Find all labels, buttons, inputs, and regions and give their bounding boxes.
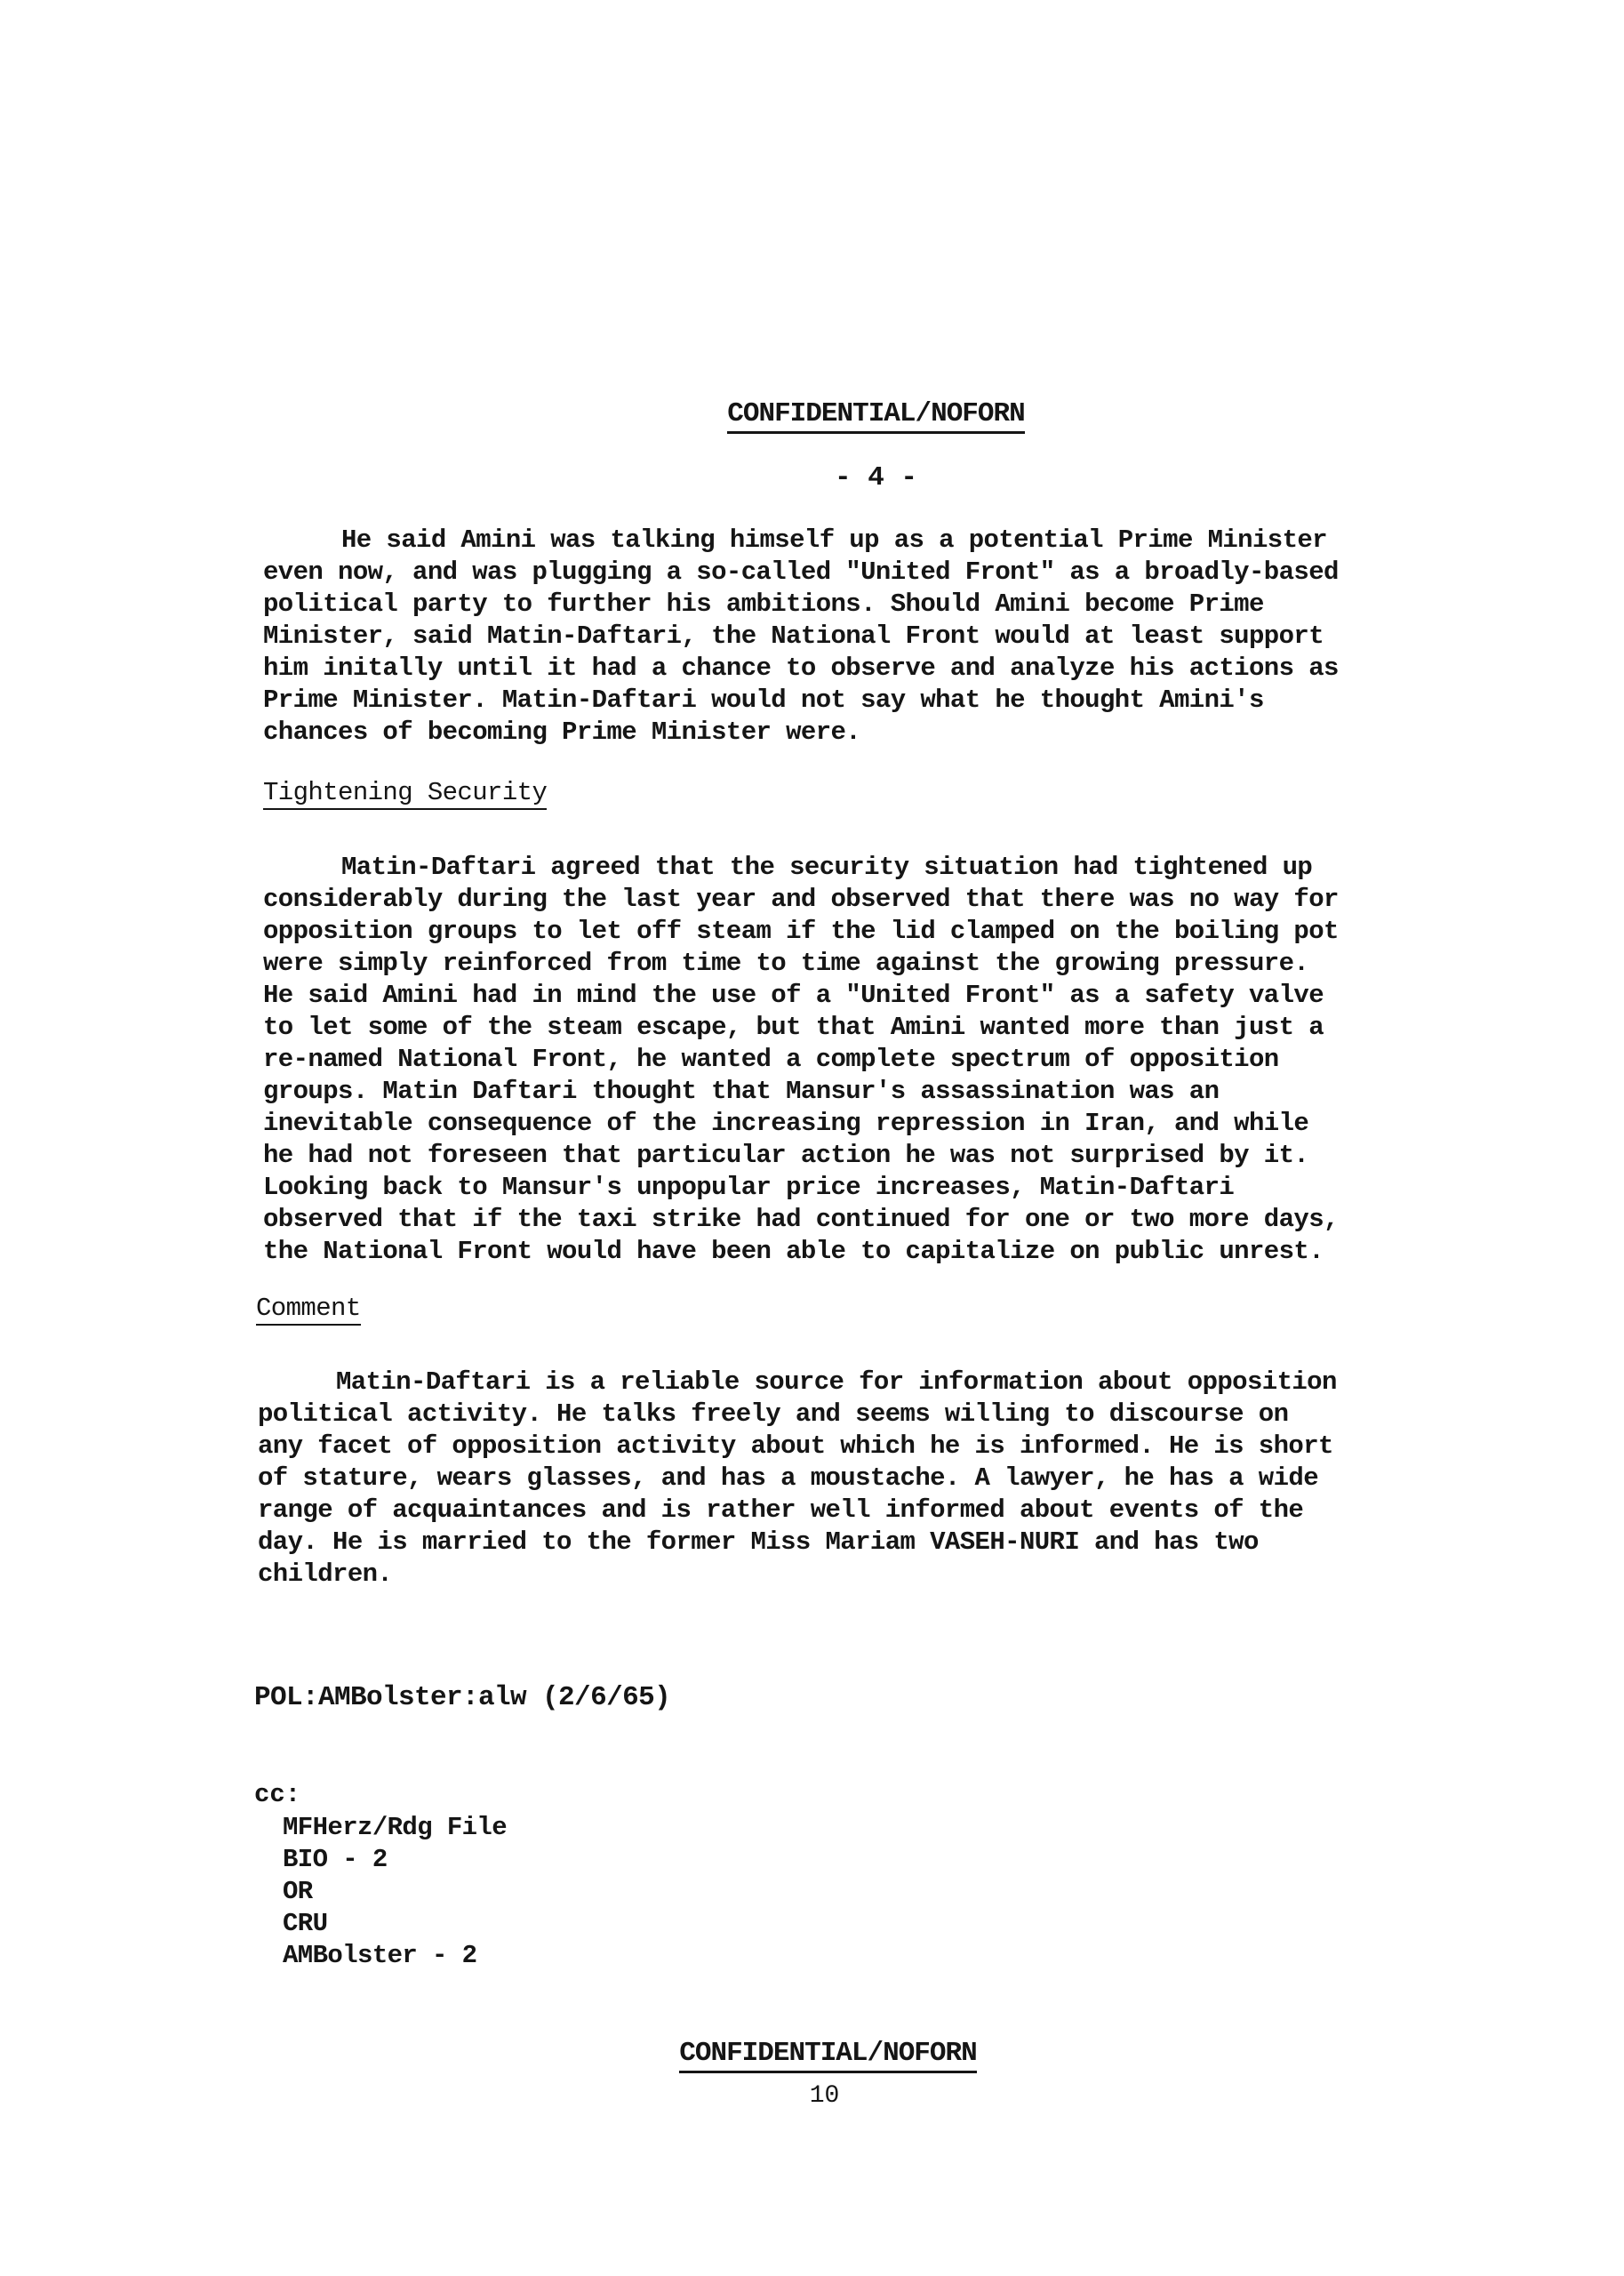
paragraph-comment [258, 1366, 1449, 1591]
cc-list-item: AMBolster - 2 [283, 1941, 477, 1970]
paragraph-amini-prime-minister [263, 525, 1454, 749]
page-number: 10 [809, 2082, 840, 2110]
paragraph-security-situation [263, 852, 1454, 1268]
bottom-classification-text: CONFIDENTIAL/NOFORN [679, 2038, 976, 2073]
cc-label: cc: [254, 1780, 301, 1809]
section-heading-tightening-security [263, 778, 547, 807]
internal-page-marker: - 4 - [834, 462, 917, 493]
cc-list-item: MFHerz/Rdg File [283, 1813, 508, 1842]
section-heading-text: Comment [256, 1294, 361, 1326]
section-heading-text: Tightening Security [263, 778, 547, 810]
cc-list-item: CRU [283, 1909, 328, 1938]
paragraph-text: He said Amini was talking himself up as a potential Prime Minister even now, and was plugging a so-called "United Front" as a broadly-based political party to further his ambitions. Should Amini become Prime Minister, said Matin-Daftari, the National Front would at least support him initally until it had a chance to observe and analyze his actions as Prime Minister. Matin-Daftari would not say what he thought Amini's chances of becoming Prime Minister were. [263, 525, 1339, 747]
paragraph-text: Matin-Daftari agreed that the security situation had tightened up considerably during the last year and observed that there was no way for opposition groups to let off steam if the lid clamped on the boiling pot were simply reinforced from time to time against the growing pressure. He said Amini had in mind the use of a "United Front" as a safety valve to let some of the steam escape, but that Amini wanted more than just a re-named National Front, he wanted a complete spectrum of opposition groups. Matin Daftari thought that Mansur's assassination was an inevitable consequence of the increasing repression in Iran, and while he had not foreseen that particular action he was not surprised by it. Looking back to Mansur's unpopular price increases, Matin-Daftari observed that if the taxi strike had continued for one or two more days, the National Front would have been able to capitalize on public unrest. [263, 853, 1339, 1266]
top-classification-text: CONFIDENTIAL/NOFORN [727, 398, 1024, 434]
section-heading-comment [256, 1294, 361, 1323]
cc-distribution-list [283, 1812, 507, 1972]
top-classification-marking [64, 398, 1624, 429]
paragraph-text: Matin-Daftari is a reliable source for information about opposition political activity. He talks freely and seems willing to discourse on any facet of opposition activity about which he is informed. He is short of stature, wears glasses, and has a moustache. A lawyer, he has a wide range of acquaintances and is rather well informed about events of the day. He is married to the former Miss Mariam VASEH-NURI and has two children. [258, 1367, 1337, 1589]
drafter-line: POL:AMBolster:alw (2/6/65) [254, 1682, 671, 1713]
cc-list-item: OR [283, 1877, 313, 1906]
cc-list-item: BIO - 2 [283, 1845, 388, 1874]
bottom-classification-marking [16, 2038, 1624, 2069]
